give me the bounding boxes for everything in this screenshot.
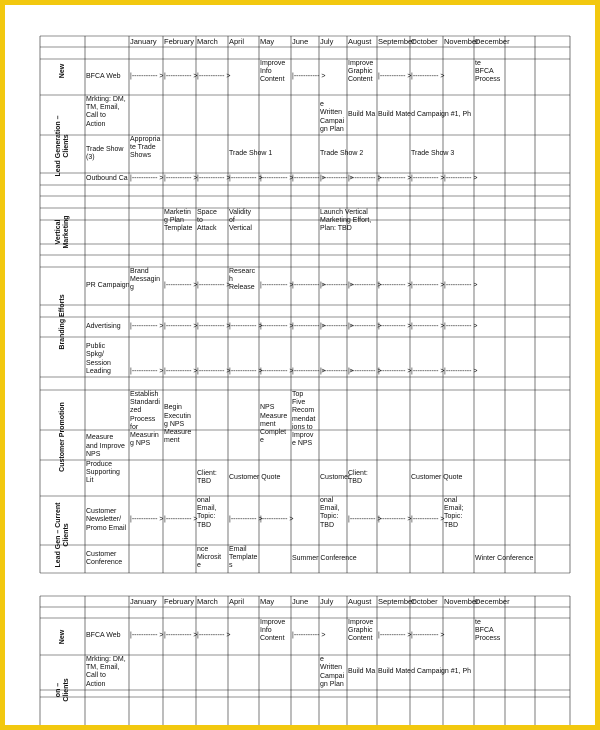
cell-bfca-arrow-jun: |----------- > — [292, 632, 326, 640]
cell-nl-may: |----------- > — [260, 516, 294, 524]
cell-bfca-arrow-oct: |----------- > — [411, 72, 445, 80]
cell-build-ma: Build Ma — [348, 110, 376, 118]
cell-conference: Customer Conference — [86, 550, 123, 566]
cell-client-aug: Client: TBD — [348, 469, 368, 485]
cell-pr-apr: Researc h Release — [229, 268, 256, 292]
cell-approp: Appropria te Trade Shows — [130, 136, 161, 160]
cell-bfca-arrow-mar: |----------- > — [197, 632, 231, 640]
cell-pr-may: |----------- > — [260, 281, 294, 289]
cell-summer-conf: Summer Conference — [292, 554, 357, 562]
cell-pr-nov: |----------- > — [444, 281, 478, 289]
cell-bfca-web: BFCA Web — [86, 632, 121, 640]
month-header-march: March — [197, 37, 218, 46]
cell-spkg-nov: |----------- > — [444, 367, 478, 375]
cell-produce: Produce Supporting Lit — [86, 461, 120, 485]
category-new: New — [58, 63, 66, 79]
cell-nl-jan: |----------- > — [130, 516, 164, 524]
month-header-october: October — [411, 37, 438, 46]
cell-spkg-oct: |----------- > — [411, 367, 445, 375]
cell-bfca-improve-aug: Improve Graphic Content — [348, 619, 374, 643]
cell-nl-feb: |----------- > — [164, 516, 198, 524]
month-header-may: May — [260, 597, 275, 606]
cell-adv-jul: |----------- > — [320, 322, 354, 330]
category-lead-gen-clients: on – Clients — [54, 678, 70, 702]
cell-bfca-arrow-mar: |----------- > — [197, 72, 231, 80]
cell-nl-aug: |----------- > — [348, 516, 382, 524]
cell-bfca-improve-may: Improve Info Content — [260, 60, 286, 84]
cell-winter-conf: Winter Conference — [475, 554, 534, 562]
cell-outbound-sep: |----------- > — [378, 174, 412, 182]
cell-newsletter: Customer Newsletter/ Promo Email — [86, 508, 127, 532]
month-header-march: March — [197, 597, 218, 606]
month-header-june: June — [292, 37, 309, 46]
cell-measure-nps: Measure and Improve NPS — [86, 434, 125, 458]
category-lead-gen-current: Lead Gen – Current Clients — [54, 502, 70, 567]
cell-spkg-jun: |----------- > — [292, 367, 326, 375]
cell-outbound-mar: |----------- > — [197, 174, 231, 182]
cell-spkg-aug: |----------- > — [348, 367, 382, 375]
cell-pr-jan: Brand Messagin g — [130, 268, 160, 292]
month-header-december: December — [475, 37, 510, 46]
cell-bfca-arrow-feb: |----------- > — [164, 632, 198, 640]
cell-pr-jun: |----------- > — [292, 281, 326, 289]
cell-nps-complete: NPS Measure ment Complet e — [260, 404, 288, 445]
month-header-july: July — [320, 37, 334, 46]
cell-vert-apr: Validity of Vertical — [229, 209, 252, 233]
cell-mkting: Mrkting: DM, TM, Email, Call to Action — [86, 656, 126, 688]
month-header-august: August — [348, 597, 372, 606]
cell-conf-apr: Email Template s — [229, 546, 258, 570]
cell-trade-show-3: Trade Show 3 — [411, 149, 455, 157]
cell-conf-mar: nce Microsit e — [197, 546, 222, 570]
cell-client-mar: Client: TBD — [197, 469, 217, 485]
month-header-july: July — [320, 597, 334, 606]
month-header-february: February — [164, 37, 195, 46]
cell-adv-jun: |----------- > — [292, 322, 326, 330]
category-branding: Branding Efforts — [58, 294, 66, 350]
cell-vert-launch: Launch Vertical Marketing Effort, Plan: TBD — [320, 209, 372, 233]
cell-pr-feb: |----------- > — [164, 281, 198, 289]
cell-pr-oct: |----------- > — [411, 281, 445, 289]
cell-written-plan: e Written Campai gn Plan — [320, 101, 345, 133]
cell-pr-campaign: PR Campaign — [86, 281, 130, 289]
cell-adv-mar: |----------- > — [197, 322, 231, 330]
cell-nl-mar: onal Email, Topic: TBD — [197, 497, 217, 529]
cell-outbound-feb: |----------- > — [164, 174, 198, 182]
cell-trade-show-2: Trade Show 2 — [320, 149, 364, 157]
cell-pr-aug: |----------- > — [348, 281, 382, 289]
cell-outbound: Outbound Ca — [86, 174, 128, 182]
cell-public-spkg: Public Spkg/ Session Leading — [86, 343, 111, 375]
cell-outbound-oct: |----------- > — [411, 174, 445, 182]
month-header-april: April — [229, 597, 245, 606]
month-header-february: February — [164, 597, 195, 606]
month-header-november: November — [444, 597, 479, 606]
cell-cust-quote-1: Customer Quote — [229, 473, 281, 481]
month-header-november: November — [444, 37, 479, 46]
cell-adv-feb: |----------- > — [164, 322, 198, 330]
cell-outbound-apr: |----------- > — [229, 174, 263, 182]
cell-bfca-arrow-oct: |----------- > — [411, 632, 445, 640]
cell-bfca-dec: te BFCA Process — [475, 619, 501, 643]
cell-advertising: Advertising — [86, 322, 121, 330]
cell-spkg-mar: |----------- > — [197, 367, 231, 375]
cell-pr-mar: |----------- > — [197, 281, 231, 289]
cell-adv-may: |----------- > — [260, 322, 294, 330]
cell-vert-mar: Space to Attack — [197, 209, 217, 233]
cell-cust-quote-3: Customer Quote — [411, 473, 463, 481]
cell-adv-nov: |----------- > — [444, 322, 478, 330]
month-header-april: April — [229, 37, 245, 46]
cell-adv-oct: |----------- > — [411, 322, 445, 330]
cell-build-mated: Build Mated Campaign #1, Ph — [378, 668, 471, 676]
cell-pr-jul: |----------- > — [320, 281, 354, 289]
cell-nl-apr: |----------- > — [229, 516, 263, 524]
cell-bfca-improve-aug: Improve Graphic Content — [348, 60, 374, 84]
month-header-may: May — [260, 37, 275, 46]
cell-adv-sep: |----------- > — [378, 322, 412, 330]
cell-top-five: Top Five Recom mendat ions to Improv e NPS — [292, 391, 316, 448]
cell-adv-apr: |----------- > — [229, 322, 263, 330]
category-lead-gen-clients: Lead Generation – Clients — [54, 114, 70, 177]
cell-spkg-jul: |----------- > — [320, 367, 354, 375]
cell-begin-exec: Begin Executin g NPS Measure ment — [164, 404, 192, 445]
cell-pr-sep: |----------- > — [378, 281, 412, 289]
cell-nl-oct: |----------- > — [411, 516, 445, 524]
cell-establish: Establish Standardi zed Process for Measurin g NPS — [130, 391, 160, 448]
cell-spkg-sep: |----------- > — [378, 367, 412, 375]
cell-bfca-arrow-jan: |----------- > — [130, 72, 164, 80]
cell-adv-jan: |----------- > — [130, 322, 164, 330]
month-header-august: August — [348, 37, 372, 46]
cell-bfca-improve-may: Improve Info Content — [260, 619, 286, 643]
cell-outbound-nov: |----------- > — [444, 174, 478, 182]
cell-spkg-jan: |----------- > — [130, 367, 164, 375]
category-new: New — [58, 629, 66, 644]
cell-mkting: Mrkting: DM, TM, Email, Call to Action — [86, 96, 126, 128]
cell-nl-nov: onal Email; Topic: TBD — [444, 497, 464, 529]
month-header-september: September — [378, 597, 415, 606]
cell-spkg-feb: |----------- > — [164, 367, 198, 375]
cell-written-plan: e Written Campai gn Plan — [320, 656, 345, 688]
cell-bfca-arrow-feb: |----------- > — [164, 72, 198, 80]
cell-bfca-arrow-sep: |----------- > — [378, 72, 412, 80]
cell-bfca-arrow-jan: |----------- > — [130, 632, 164, 640]
month-header-june: June — [292, 597, 309, 606]
cell-trade-show: Trade Show (3) — [86, 145, 124, 161]
cell-outbound-jul: |----------- > — [320, 174, 354, 182]
cell-bfca-arrow-sep: |----------- > — [378, 632, 412, 640]
cell-outbound-aug: |----------- > — [348, 174, 382, 182]
cell-outbound-jan: |----------- > — [130, 174, 164, 182]
cell-spkg-may: |----------- > — [260, 367, 294, 375]
cell-spkg-apr: |----------- > — [229, 367, 263, 375]
month-header-january: January — [130, 37, 157, 46]
cell-nl-jul: onal Email, Topic: TBD — [320, 497, 340, 529]
document-page — [5, 5, 595, 725]
month-header-september: September — [378, 37, 415, 46]
cell-adv-aug: |----------- > — [348, 322, 382, 330]
month-header-january: January — [130, 597, 157, 606]
cell-build-mated: Build Mated Campaign #1, Ph — [378, 110, 471, 118]
month-header-october: October — [411, 597, 438, 606]
category-customer-promotion: Customer Promotion — [58, 401, 66, 472]
cell-vert-feb: Marketin g Plan Template — [164, 209, 193, 233]
cell-outbound-jun: |----------- > — [292, 174, 326, 182]
cell-build-ma: Build Ma — [348, 668, 376, 676]
cell-trade-show-1: Trade Show 1 — [229, 149, 273, 157]
cell-nl-sep: |----------- > — [378, 516, 412, 524]
cell-outbound-may: |----------- > — [260, 174, 294, 182]
cell-bfca-arrow-jun: |----------- > — [292, 72, 326, 80]
month-header-december: December — [475, 597, 510, 606]
cell-bfca-web: BFCA Web — [86, 72, 121, 80]
cell-cust-quote-2: Customer — [320, 473, 351, 481]
cell-bfca-dec: te BFCA Process — [475, 60, 501, 84]
category-vertical-marketing: Vertical Marketing — [54, 214, 70, 249]
